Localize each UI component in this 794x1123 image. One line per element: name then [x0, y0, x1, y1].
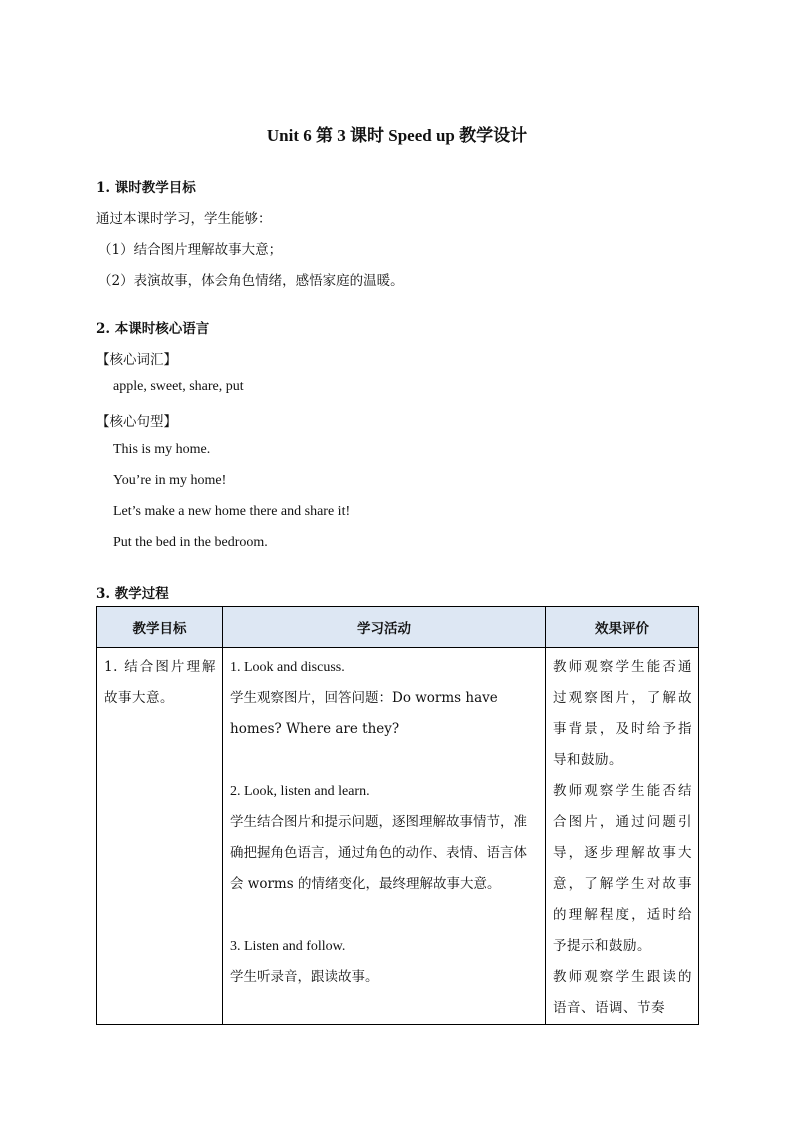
section1-intro: 通过本课时学习，学生能够：	[96, 211, 272, 227]
activity-1-desc: 学生观察图片，回答问题：Do worms have homes? Where are they?	[230, 690, 498, 737]
activity-cell	[223, 648, 546, 1025]
header-activity: 学习活动	[223, 607, 546, 648]
vocab-list: apple, sweet, share, put	[113, 379, 244, 394]
activity-3-title: 3. Listen and follow.	[230, 939, 346, 954]
section2-heading: 2. 本课时核心语言	[96, 321, 210, 337]
section1-heading: 1. 课时教学目标	[96, 180, 196, 196]
header-goal: 教学目标	[97, 607, 223, 648]
vocab-label: 【核心词汇】	[96, 352, 177, 368]
objective-item-2: （2）表演故事，体会角色情绪，感悟家庭的温暖。	[98, 273, 404, 289]
pattern-2: You’re in my home!	[113, 473, 227, 488]
evaluation-cell	[546, 648, 699, 1025]
evaluation-2: 教师观察学生能否结合图片，通过问题引导，逐步理解故事大意，了解学生对故事的理解程度，适时给予提示和鼓励。	[553, 783, 692, 954]
goal-cell	[97, 648, 223, 1025]
pattern-4: Put the bed in the bedroom.	[113, 535, 268, 550]
objective-item-1: （1）结合图片理解故事大意；	[98, 242, 283, 258]
table-header-row	[97, 607, 699, 648]
pattern-label: 【核心句型】	[96, 414, 177, 430]
evaluation-3: 教师观察学生跟读的语音、语调、节奏	[553, 969, 692, 1016]
activity-2-desc: 学生结合图片和提示问题，逐图理解故事情节，准确把握角色语言，通过角色的动作、表情、语言体会 worms 的情绪变化，最终理解故事大意。	[230, 814, 527, 892]
activity-1-title: 1. Look and discuss.	[230, 660, 345, 675]
activity-3-desc: 学生听录音，跟读故事。	[230, 969, 379, 985]
teaching-process-table	[96, 606, 699, 1025]
header-evaluation: 效果评价	[546, 607, 699, 648]
activity-2-title: 2. Look, listen and learn.	[230, 784, 370, 799]
evaluation-1: 教师观察学生能否通过观察图片，了解故事背景，及时给予指导和鼓励。	[553, 659, 692, 768]
pattern-3: Let’s make a new home there and share it!	[113, 504, 351, 519]
pattern-1: This is my home.	[113, 442, 211, 457]
table-row	[97, 648, 699, 1025]
section3-heading: 3. 教学过程	[96, 586, 169, 602]
goal-text: 1. 结合图片理解故事大意。	[104, 659, 216, 706]
document-title: Unit 6 第 3 课时 Speed up 教学设计	[266, 126, 528, 145]
